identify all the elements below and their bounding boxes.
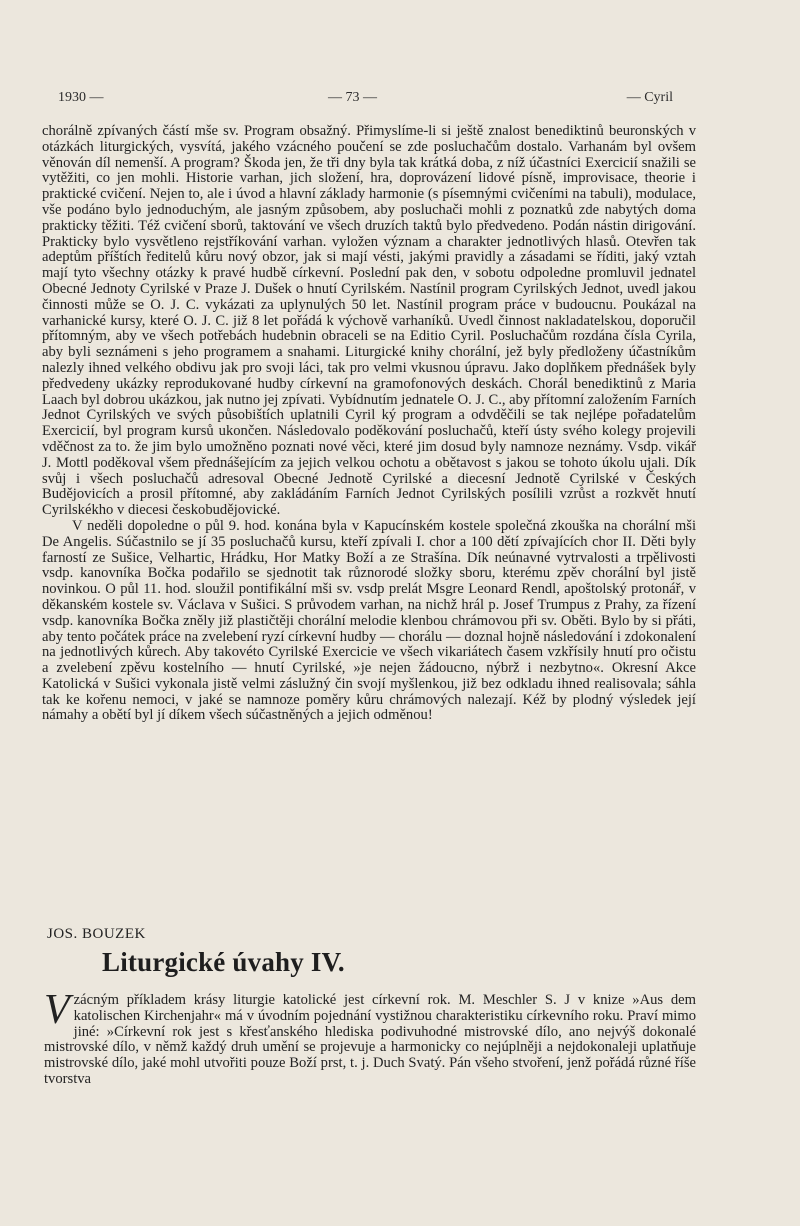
header-journal-name: — Cyril <box>626 90 673 105</box>
running-header <box>58 90 673 110</box>
header-page-number: — 73 — <box>328 90 377 105</box>
paragraph-sunday-mass: V neděli dopoledne o půl 9. hod. konána byla v Kapucínském kostele společná zkouška na chorální mši De Angelis. Súčastnilo se jí 35 posluchačů kursu, kteří zpívali I. chor a 100 dětí zpívajících chor II. Děti byly farností ze Sušice, Velhartic, Hrádku, Hor Matky Boží a ze Strašína. Dík neúnavné vytrvalosti a trpělivosti vsdp. kanovníka Bočka podařilo se sjednotit tak různorodé složky sboru, kterému zpěv chorální byl jistě novinkou. O půl 11. hod. sloužil pontifikální mši sv. vsdp prelát Msgre Leonard Rendl, apoštolský protonář, v děkanském kostele sv. Václava v Sušici. S průvodem varhan, na nichž hrál p. Josef Trumpus z Prahy, za řízení vsdp. kanovníka Bočka zněly již plastičtěji chorální melodie klenbou chrámovou při sv. Oběti. Bylo by si přáti, aby tento počátek práce na zvelebení ryzí církevní hudby — chorálu — doznal hojně následování i zdokonalení na jednotlivých kůrech. Aby takovéto Cyrilské Exercicie ve všech vikariátech časem vzkřísily hnutí pro očistu a zvelebení zpěvu kostelního — hnutí Cyrilské, »je nejen žádoucno, nýbrž i nezbytno«. Okresní Akce Katolická v Sušici vykonala jistě velmi záslužný čin svojí myšlenkou, již bez odkladu ihned realisovala; sáhla tak ke kořenu nemoci, v jaké se namnoze poměry kůru chrámových nalezají. Kéž by plodný výsledek její námahy a obětí byl jí díkem všech súčastněných a jejich odměnou! <box>42 517 696 724</box>
article-body <box>44 987 696 1088</box>
drop-cap-letter: V <box>44 987 70 1033</box>
report-text <box>42 124 696 724</box>
article-author: JOS. BOUZEK <box>47 926 146 942</box>
paragraph-exercises-program: chorálně zpívaných částí mše sv. Program obsažný. Přimyslíme-li si ještě znalost benediktinů beuronských v otázkách liturgických, vysvítá, jakého vzácného poučení se zde posluchačům dostalo. Varhanám byl ovšem věnován díl nemenší. A program? Škoda jen, že tři dny byla tak krátká doba, z níž účastníci Exercicií snažili se vytěžiti, co jen mohli. Historie varhan, jich složení, hra, doprovázení lidové písně, improvisace, theorie i praktické cvičení. Nejen to, ale i úvod a hlavní základy harmonie (s písemnými cvičeními na tabuli), modulace, vše podáno bylo jednoduchým, ale jasným způsobem, aby posluchači mohli z poznatků zde nabytých doma prakticky těžiti. Též cvičení sborů, taktování ve všech druzích taktů bylo předvedeno. Podán nástin dirigování. Prakticky bylo vysvětleno rejstříkování varhan. vyložen význam a charakter jednotlivých hlasů. Otevřen tak adeptům příštích ředitelů kůru nový obzor, jak si mají vésti, jakými pravidly a zásadami se říditi, jaký vztah mají tyto všechny otázky k pravé hudbě církevní. Poslední pak den, v sobotu odpoledne promluvil jednatel Obecné Jednoty Cyrilské v Praze J. Dušek o hnutí Cyrilském. Nastínil program Cyrilských Jednot, uvedl jakou činnosti může se O. J. C. vykázati za uplynulých 50 let. Nastínil program práce v budoucnu. Poukázal na varhanické kursy, které O. J. C. již 8 let pořádá k výchově varhaníků. Uvedl činnost nakladatelskou, doporučil přítomným, aby ve všech potřebách hudebnin obraceli se na Editio Cyril. Posluchačům rozdána čísla Cyrila, aby byli seznámeni s jeho programem a snahami. Liturgické knihy chorální, jež byly předloženy účastníkům nalezly ihned velkého obdivu jak pro svoji láci, tak pro velmi vkusnou úpravu. Jako doplňkem přednášek byly předvedeny ukázky reprodukované hudby církevní na gramofonových deskách. Chorál benediktinů z Maria Laach byl dobrou ukázkou, jak nutno jej zpívati. Vybídnutím jednatele O. J. C., aby přítomní založením Farních Jednot Cyrilských ve svých působištích uplatnili Cyril ký program a odvděčili se tak nejlépe pořadatelům Exercicií, byl program kursů ukončen. Následovalo poděkování posluchačů, kteří ústy svého kolegy projevili vděčnost za to. že jim bylo umožněno poznati nové věci, které jim dosud byly namnoze neznámy. Vsdp. vikář J. Mottl poděkoval všem přednášejícím za jejich velkou ochotu a obětavost s jakou se tohoto úkolu ujali. Dík svůj i všech posluchačů adresoval Obecné Jednotě Cyrilské a diecesní Jednotě Cyrilské v Českých Budějovicích a prosil přítomné, aby zakládáním Farních Jednot Cyrilských posílili vzrůst a rozkvět hnutí Cyrilskékho v diecesi českobudějovické. <box>42 123 696 519</box>
header-year: 1930 — <box>58 90 104 105</box>
article-text: zácným příkladem krásy liturgie katolické jest církevní rok. M. Meschler S. J v knize »Aus dem katolischen Kirchenjahr« má v úvodním pojednání vystižnou charakteristiku církevního roku. Praví mimo jiné: »Církevní rok jest s křesťanského hlediska podivuhodné mistrovské dílo, ano nejvýš dokonalé mistrovské dílo, v němž každý druh umění se projevuje a harmonicky co nejúplněji a nejdokonaleji uplatňuje mistrovské dílo, jaké mohl utvořiti pouze Boží prst, t. j. Duch Svatý. Pán všeho stvoření, jenž pořádá různé říše tvorstva <box>44 992 696 1087</box>
article-title: Liturgické úvahy IV. <box>102 947 345 977</box>
